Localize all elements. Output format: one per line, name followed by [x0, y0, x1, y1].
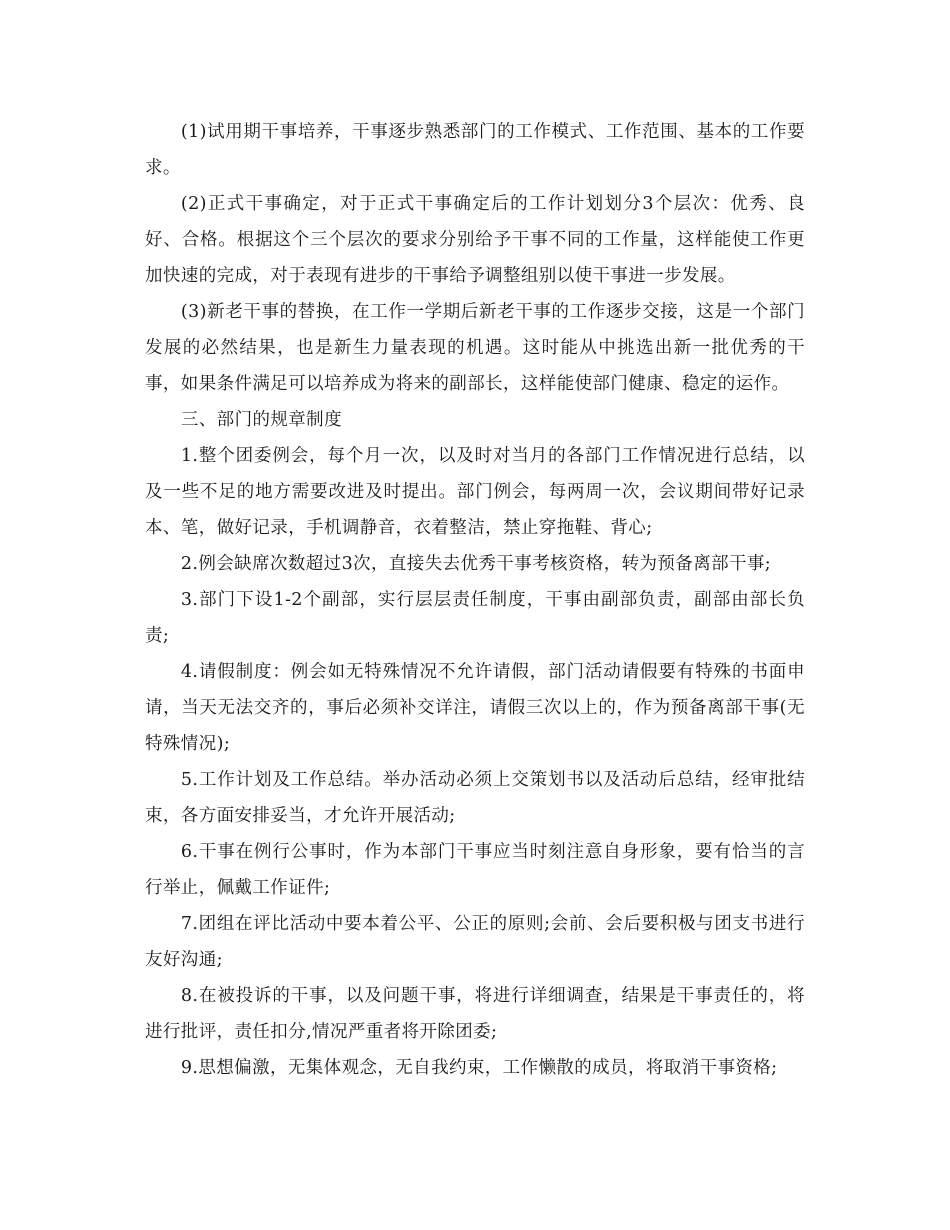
document-body	[145, 114, 805, 1086]
rule-item-5: 5.工作计划及工作总结。举办活动必须上交策划书以及活动后总结，经审批结束，各方面安排妥当，才允许开展活动;	[145, 770, 805, 826]
rule-item-1: 1.整个团委例会，每个月一次，以及时对当月的各部门工作情况进行总结，以及一些不足的地方需要改进及时提出。部门例会，每两周一次，会议期间带好记录本、笔，做好记录，手机调静音，衣着整洁，禁止穿拖鞋、背心;	[145, 446, 805, 538]
paragraph-trainee-training: (1)试用期干事培养，干事逐步熟悉部门的工作模式、工作范围、基本的工作要求。	[145, 122, 805, 178]
rule-item-8: 8.在被投诉的干事，以及问题干事，将进行详细调查，结果是干事责任的，将进行批评，责任扣分,情况严重者将开除团委;	[145, 986, 805, 1042]
rule-item-4: 4.请假制度：例会如无特殊情况不允许请假，部门活动请假要有特殊的书面申请，当天无法交齐的，事后必须补交详注，请假三次以上的，作为预备离部干事(无特殊情况);	[145, 662, 805, 754]
rule-item-3: 3.部门下设1-2个副部，实行层层责任制度，干事由副部负责，副部由部长负责;	[145, 590, 805, 646]
rule-item-7: 7.团组在评比活动中要本着公平、公正的原则;会前、会后要积极与团支书进行友好沟通;	[145, 914, 805, 970]
paragraph-formal-staff: (2)正式干事确定，对于正式干事确定后的工作计划划分3个层次：优秀、良好、合格。根据这个三个层次的要求分别给予干事不同的工作量，这样能使工作更加快速的完成，对于表现有进步的干事给予调整组别以使干事进一步发展。	[145, 194, 805, 286]
rule-item-9: 9.思想偏激，无集体观念，无自我约束，工作懒散的成员，将取消干事资格;	[180, 1058, 778, 1078]
paragraph-staff-replacement: (3)新老干事的替换，在工作一学期后新老干事的工作逐步交接，这是一个部门发展的必然结果，也是新生力量表现的机遇。这时能从中挑选出新一批优秀的干事，如果条件满足可以培养成为将来的副部长，这样能使部门健康、稳定的运作。	[145, 302, 805, 394]
rule-item-6: 6.干事在例行公事时，作为本部门干事应当时刻注意自身形象，要有恰当的言行举止，佩戴工作证件;	[145, 842, 805, 898]
rule-item-2: 2.例会缺席次数超过3次，直接失去优秀干事考核资格，转为预备离部干事;	[180, 554, 772, 574]
section-heading-rules: 三、部门的规章制度	[180, 410, 342, 430]
